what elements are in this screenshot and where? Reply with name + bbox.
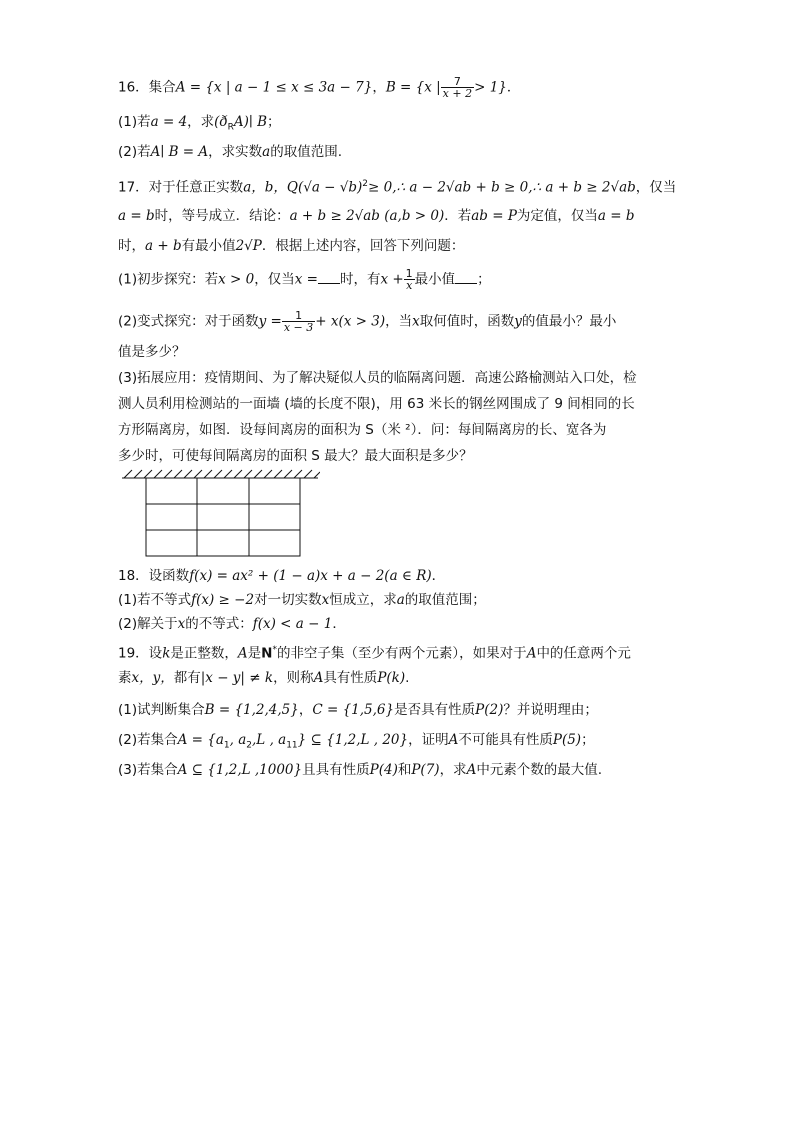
fraction-numerator: 7 [441, 76, 474, 88]
text: 的取值范围. [270, 144, 343, 160]
property: P(5) [552, 732, 582, 748]
set-a: A ⊆ {1,2,L ,1000} [177, 762, 303, 778]
variable: k [162, 645, 171, 662]
text: 时，等号成立．结论： [154, 208, 290, 224]
intersection-expr: A)∣ B [233, 114, 268, 130]
q17-line1 [118, 174, 676, 198]
text: 和 [397, 762, 412, 778]
text: (3)若集合 [118, 762, 178, 778]
text: ．根据上述内容，回答下列问题： [261, 238, 465, 254]
condition: a = b [118, 208, 155, 224]
text: ，则称 [273, 670, 314, 686]
q19-line1 [118, 640, 631, 664]
text: 对一切实数 [254, 592, 322, 608]
q19-line2 [118, 668, 409, 688]
set-b: B = {1,2,4,5} [204, 702, 299, 718]
fraction-denominator: x + 2 [442, 87, 473, 100]
variable: a [262, 144, 271, 160]
text: ，仅当 [635, 179, 677, 196]
text: 的取值范围； [404, 592, 486, 608]
subscript: 11 [286, 740, 298, 751]
punctuation: ． [506, 79, 521, 96]
text: ，求实数 [208, 144, 263, 160]
text: 不可能具有性质 [458, 732, 553, 748]
text: 为定值，仅当 [516, 208, 598, 224]
expression: + x(x > 3) [315, 313, 386, 330]
set-a: , a [229, 732, 247, 748]
inequality: f(x) < a − 1 [252, 616, 333, 632]
complement-expr: (ð [214, 114, 228, 130]
text: ， [298, 702, 313, 718]
q18-stem [118, 566, 445, 586]
fraction-denominator: x [406, 279, 413, 292]
q17-part3-line3: 方形隔离房，如图．设每间离房的面积为 S（米 ²）．问：每间隔离房的长、宽各为 [118, 422, 607, 438]
text: ． [332, 616, 346, 632]
variable: y = [258, 313, 282, 330]
condition: ab = P [471, 208, 517, 224]
variable: A [237, 645, 248, 662]
text: ； [581, 732, 595, 748]
text: 具有性质 [323, 670, 378, 686]
set-a: A = {a [177, 732, 224, 748]
text: ，求 [187, 114, 215, 130]
subscript: 1 [223, 740, 230, 751]
text: 取何值时，函数 [419, 313, 515, 330]
fraction [404, 268, 415, 291]
expression: a + b [145, 238, 182, 254]
q17-line2 [118, 206, 635, 226]
text: (2)若集合 [118, 732, 178, 748]
answer-blank [455, 271, 477, 284]
variables: x，y， [131, 670, 174, 686]
q18-label: 18．设函数 [118, 568, 190, 584]
text: 都有 [173, 670, 201, 686]
property: P(2) [475, 702, 504, 718]
variable: y [514, 313, 522, 330]
q18-part1 [118, 590, 486, 610]
text: 时，有 [339, 271, 381, 288]
property: P(4) [369, 762, 398, 778]
text: ； [477, 271, 491, 288]
text: 的值最小？最小 [521, 313, 617, 330]
text: 是否具有性质 [394, 702, 476, 718]
condition: A∣ B = A [150, 144, 209, 160]
set-b-fraction [441, 76, 474, 99]
text: ，仅当 [254, 271, 295, 288]
q17-line3 [118, 236, 464, 256]
q19-part1 [118, 700, 598, 720]
text: 时， [118, 238, 145, 254]
text: 中元素个数的最大值. [476, 762, 603, 778]
set-a: } ⊆ {1,2,L , 20} [297, 732, 409, 748]
text: ．若 [444, 208, 472, 224]
text: (2)解关于 [118, 616, 178, 632]
q17-part3-line1: (3)拓展应用：疫情期间、为了解决疑似人员的临隔离问题．高速公路榆测站入口处，检 [118, 370, 637, 386]
text: 且具有性质 [302, 762, 370, 778]
fraction [282, 310, 315, 333]
text: 素 [118, 670, 132, 686]
q17-part2-cont: 值是多少？ [118, 344, 186, 360]
text: (2)若 [118, 144, 151, 160]
variable: A [526, 645, 537, 662]
variable: x [177, 616, 186, 632]
text: 是正整数， [170, 645, 238, 662]
q17-label: 17．对于任意正实数 [118, 179, 244, 196]
function-definition: f(x) = ax² + (1 − a)x + a − 2(a ∈ R) [189, 568, 432, 584]
q19-part2 [118, 730, 595, 756]
condition: a = b [597, 208, 635, 224]
text: 最小值 [414, 271, 456, 288]
text: ； [267, 114, 281, 130]
q19-part3 [118, 760, 602, 780]
set-b-suffix: > 1} [474, 79, 507, 96]
text: ，证明 [408, 732, 449, 748]
room-grid-outline [146, 478, 300, 556]
text: 的不等式： [185, 616, 253, 632]
answer-blank [318, 271, 340, 284]
variable: x = [294, 271, 318, 288]
text: ，求 [439, 762, 467, 778]
exponent: 2 [362, 179, 369, 189]
set-c: C = {1,5,6} [312, 702, 395, 718]
text: (1)试判断集合 [118, 702, 205, 718]
text: ． [431, 568, 446, 584]
fraction-numerator: 1 [282, 310, 315, 322]
q19-label: 19．设 [118, 645, 163, 662]
variable: A [313, 670, 324, 686]
text: 的非空子集（至少有两个元素），如果对于 [276, 645, 527, 662]
variables: a，b， [243, 179, 287, 196]
condition: a = 4 [150, 114, 188, 130]
complement-subscript: R [227, 122, 234, 133]
text: (1)若 [118, 114, 151, 130]
inequality: f(x) ≥ −2 [191, 592, 255, 608]
variable: a [396, 592, 405, 608]
text: 有最小值 [181, 238, 236, 254]
text: ，当 [385, 313, 413, 330]
text: (2)变式探究：对于函数 [118, 313, 259, 330]
set-a-definition: A = {x | a − 1 ≤ x ≤ 3a − 7} [175, 79, 373, 96]
text: ？并说明理由； [503, 702, 598, 718]
q17-part1 [118, 268, 491, 291]
text: . [405, 670, 410, 686]
expression: x + [380, 271, 404, 288]
fraction-numerator: 1 [405, 267, 413, 280]
variable: A [448, 732, 459, 748]
q16-label: 16．集合 [118, 79, 176, 96]
q17-part3-line2: 测人员利用检测站的一面墙 (墙的长度不限)，用 63 米长的钢丝网围成了 9 间相同的长 [118, 396, 635, 412]
set-a: ,L , a [252, 732, 287, 748]
q16-stem [118, 76, 520, 99]
superscript: * [272, 645, 277, 655]
text: 中的任意两个元 [536, 645, 631, 662]
min-value: 2√P [235, 238, 262, 254]
inequality: |x − y| ≠ k [200, 670, 274, 686]
q16-part2 [118, 142, 342, 162]
text: 是 [247, 645, 262, 662]
text: 恒成立，求 [329, 592, 397, 608]
isolation-room-figure [120, 468, 320, 560]
wall-hatching [124, 470, 320, 478]
subscript: 2 [246, 740, 253, 751]
fraction-denominator: x − 3 [283, 321, 314, 334]
variable: x [321, 592, 330, 608]
separator: ， [372, 79, 386, 96]
set-b-prefix: B = {x | [385, 79, 441, 96]
variable: A [466, 762, 477, 778]
property: P(k) [377, 670, 406, 686]
expression: ≥ 0,∴ a − 2√ab + b ≥ 0,∴ a + b ≥ 2√ab [368, 179, 636, 196]
property: P(7) [411, 762, 440, 778]
q18-part2 [118, 614, 346, 634]
condition: x > 0 [218, 271, 255, 288]
variable: x [412, 313, 420, 330]
q17-part3-line4: 多少时，可使每间隔离房的面积 S 最大？最大面积是多少？ [118, 448, 473, 464]
natural-numbers: N [261, 645, 273, 662]
text: (1)初步探究：若 [118, 271, 219, 288]
conclusion: a + b ≥ 2√ab (a,b > 0) [289, 208, 445, 224]
q17-part2 [118, 310, 616, 333]
q16-part1 [118, 112, 281, 138]
text: (1)若不等式 [118, 592, 192, 608]
expression: Q(√a − √b) [286, 179, 363, 196]
